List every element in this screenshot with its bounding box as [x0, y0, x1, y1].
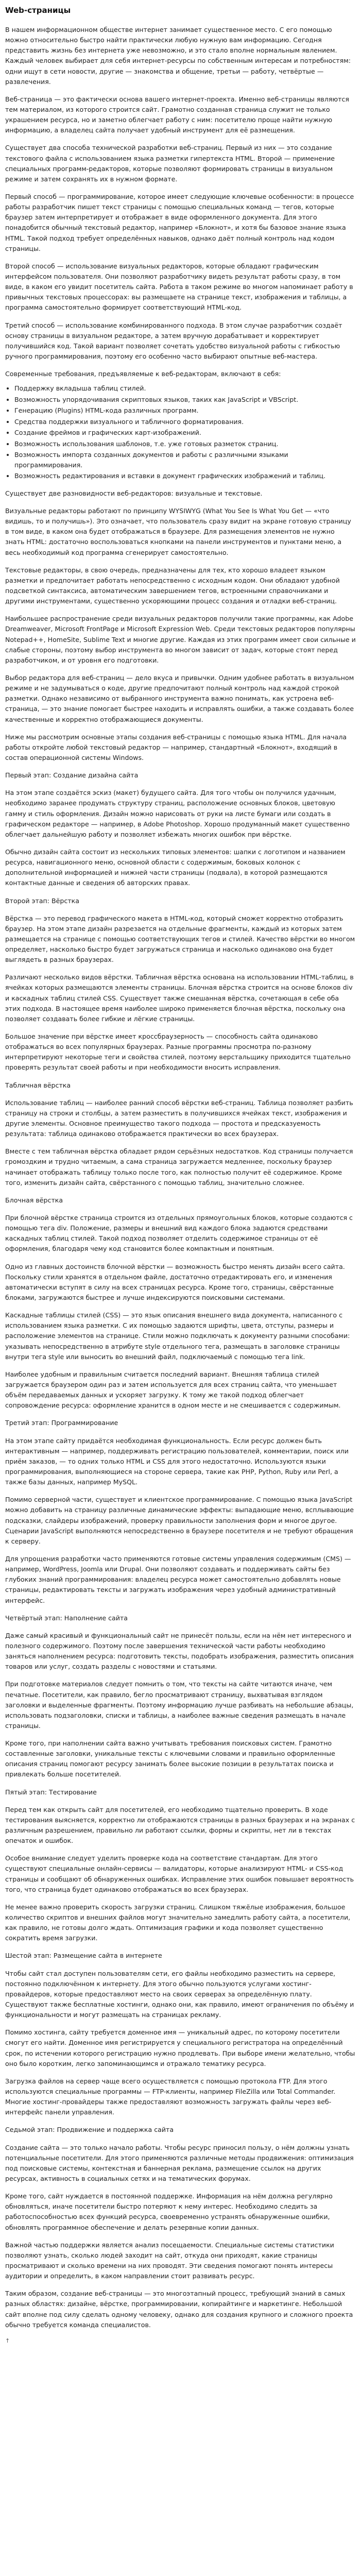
list-item: • Возможность редактирования и вставки в документ графических изображений и таблиц. — [14, 471, 356, 481]
paragraph: Ниже мы рассмотрим основные этапы создания веб-страницы с помощью языка HTML. Для начала работы откройте любой текстовый редактор — например, стандартный «Блокнот», входящий в состав операционной системы Windows. — [5, 733, 347, 761]
paragraph: Использование таблиц — наиболее ранний способ вёрстки веб-страниц. Таблица позволяет разбить страницу на строки и столбцы, а затем разместить в получившихся ячейках текст, изображения и другие элементы. Основное преимущество такого подхода — простота и предсказуемость результата: таблица одинаково отображается практически во всех браузерах. — [5, 1098, 353, 1138]
list-item: • Возможность упорядочивания скриптовых языков, таких как JavaScript и VBScript. — [14, 395, 356, 405]
paragraph: Различают несколько видов вёрстки. Табличная вёрстка основана на использовании HTML-таблиц, в ячейках которых размещаются элементы страницы. Блочная вёрстка строится на основе блоков div и каскадных таблиц стилей CSS. Существует также смешанная вёрстка, сочетающая в себе оба этих подхода. В настоящее время наиболее широко применяется блочная вёрстка, поскольку она позволяет создавать более гибкие и лёгкие страницы. — [5, 973, 354, 1023]
list-item: • Генерацию (Plugins) HTML-кода различных программ. — [14, 405, 356, 416]
paragraph: Шестой этап: Размещение сайта в интернете — [5, 1952, 162, 1960]
paragraph: Наибольшее распространение среди визуальных редакторов получили такие программы, как Adobe Dreamweaver, Microsoft FrontPage и Microsoft Expression Web. Среди текстовых редакторов популярны Notepad++, HomeSite, Sublime Text и многие другие. Каждая из этих программ имеет свои сильные и слабые стороны, поэтому выбор инструмента во многом зависит от задач, которые стоят перед разработчиком, и от уровня его подготовки. — [5, 615, 356, 664]
paragraph: Помимо хостинга, сайту требуется доменное имя — уникальный адрес, по которому посетители смогут его найти. Доменное имя регистрируется у специального регистратора на определённый срок, по истечении которого регистрацию нужно продлевать. При выборе имени желательно, чтобы оно было коротким, легко запоминающимся и отражало тематику ресурса. — [5, 2028, 355, 2067]
paragraph: Веб-страница — это фактически основа вашего интернет-проекта. Именно веб-страницы являются тем материалом, из которого строится сайт. Грамотно созданная страница служит не только украшением ресурса, но и заметно облегчает работу с ним: посетителю проще найти нужную информацию, а владелец сайта получает удобный инструмент для её размещения. — [5, 95, 349, 134]
paragraph: Кроме того, при наполнении сайта важно учитывать требования поисковых систем. Грамотно составленные заголовки, уникальные тексты с ключевыми словами и правильно оформленные описания страниц помогают ресурсу занимать более высокие позиции в результатах поиска и привлекать больше посетителей. — [5, 1739, 335, 1778]
paragraph: Табличная вёрстка — [5, 1081, 71, 1089]
paragraph: Важной частью поддержки является анализ посещаемости. Специальные системы статистики позволяют узнать, сколько людей заходит на сайт, откуда они приходят, какие страницы просматривают и сколько времени на них проводят. Эти сведения помогают понять интересы аудитории и определить, в каком направлении стоит развивать ресурс. — [5, 2241, 334, 2280]
back-to-top-link[interactable]: ↑ — [5, 2337, 10, 2344]
paragraph: Первый способ — программирование, которое имеет следующие ключевые особенности: в процессе работы разработчик пишет текст страницы с помощью специальных команд — тегов, которые браузер затем интерпретирует и отображает в виде оформленного документа. Для этого понадобится обычный текстовый редактор, например «Блокнот», и хотя бы базовое знание языка HTML. Такой подход требует определённых навыков, однако даёт полный контроль над кодом страницы. — [5, 192, 354, 252]
paragraph: Четвёртый этап: Наполнение сайта — [5, 1614, 128, 1622]
paragraph: Третий этап: Программирование — [5, 1419, 118, 1427]
article-body — [5, 25, 356, 2330]
paragraph: Кроме того, сайт нуждается в постоянной поддержке. Информация на нём должна регулярно обновляться, иначе посетители быстро потеряют к нему интерес. Необходимо следить за работоспособностью всех функций ресурса, своевременно устранять обнаруженные ошибки, обновлять программное обеспечение и делать резервные копии данных. — [5, 2192, 333, 2231]
paragraph: Загрузка файлов на сервер чаще всего осуществляется с помощью протокола FTP. Для этого используются специальные программы — FTP-клиенты, например FileZilla или Total Commander. Многие хостинг-провайдеры также предоставляют возможность загружать файлы через веб-интерфейс панели управления. — [5, 2077, 336, 2116]
paragraph: Обычно дизайн сайта состоит из нескольких типовых элементов: шапки с логотипом и названием ресурса, навигационного меню, основной области с содержимым, боковых колонок с дополнительной информацией и нижней части страницы (подвала), в которой размещаются контактные данные и сведения об авторских правах. — [5, 848, 346, 887]
paragraph: При подготовке материалов следует помнить о том, что тексты на сайте читаются иначе, чем печатные. Посетители, как правило, бегло просматривают страницу, выхватывая взглядом заголовки и выделенные фрагменты. Поэтому информацию лучше разбивать на небольшие абзацы, использовать подзаголовки, списки и таблицы, а наиболее важные сведения размещать в начале страницы. — [5, 1680, 354, 1730]
paragraph: На этом этапе создаётся эскиз (макет) будущего сайта. Для того чтобы он получился удачным, необходимо заранее продумать структуру страниц, расположение основных блоков, цветовую гамму и стиль оформления. Дизайн можно нарисовать от руки на листе бумаги или создать в графическом редакторе — например, в Adobe Photoshop. Хорошо продуманный макет существенно облегчает дальнейшую работу и позволяет избежать многих ошибок при вёрстке. — [5, 789, 350, 838]
paragraph: Каскадные таблицы стилей (CSS) — это язык описания внешнего вида документа, написанного с использованием языка разметки. С их помощью задаются шрифты, цвета, отступы, размеры и расположение элементов на странице. Стили можно подключать к документу разными способами: указывать непосредственно в атрибуте style отдельного тега, размещать в заголовке страницы внутри тега style или выносить во внешний файл, подключаемый с помощью тега link. — [5, 1311, 350, 1361]
paragraph: Таким образом, создание веб-страницы — это многоэтапный процесс, требующий знаний в самых разных областях: дизайне, вёрстке, программировании, копирайтинге и маркетинге. Небольшой сайт вполне под силу сделать одному человеку, однако для создания крупного и сложного проекта обычно требуется команда специалистов. — [5, 2290, 353, 2329]
paragraph: Особое внимание следует уделить проверке кода на соответствие стандартам. Для этого существуют специальные онлайн-сервисы — валидаторы, которые анализируют HTML- и CSS-код страницы и сообщают об обнаруженных ошибках. Исправление этих ошибок повышает вероятность того, что страница будет одинаково отображаться во всех браузерах. — [5, 1854, 354, 1893]
bullet-list — [5, 383, 356, 481]
paragraph: На этом этапе сайту придаётся необходимая функциональность. Если ресурс должен быть интерактивным — например, поддерживать регистрацию пользователей, комментарии, поиск или приём заказов, — то одних только HTML и CSS для этого недостаточно. Используются языки программирования, выполняющиеся на стороне сервера, такие как PHP, Python, Ruby или Perl, а также базы данных, например MySQL. — [5, 1436, 349, 1486]
paragraph: Одно из главных достоинств блочной вёрстки — возможность быстро менять дизайн всего сайта. Поскольку стили хранятся в отдельном файле, достаточно отредактировать его, и изменения автоматически вступят в силу на всех страницах ресурса. Кроме того, страницы, свёрстанные блоками, загружаются быстрее и лучше индексируются поисковыми системами. — [5, 1262, 345, 1301]
paragraph: Наиболее удобным и правильным считается последний вариант. Внешняя таблица стилей загружается браузером один раз и затем используется для всех страниц сайта, что уменьшает объём передаваемых данных и ускоряет загрузку. К тому же такой подход облегчает сопровождение ресурса: оформление хранится в одном месте и не смешивается с содержимым. — [5, 1370, 341, 1410]
paragraph: Первый этап: Создание дизайна сайта — [5, 771, 139, 779]
list-item: • Возможность импорта созданных документов и работы с различными языками программирования. — [14, 450, 356, 470]
page-title: Web-страницы — [5, 6, 71, 15]
paragraph: Седьмой этап: Продвижение и поддержка сайта — [5, 2126, 174, 2134]
paragraph: Визуальные редакторы работают по принципу WYSIWYG (What You See Is What You Get — «что видишь, то и получишь»). Это означает, что пользователь сразу видит на экране готовую страницу в том виде, в каком она будет отображаться в браузере. Для размещения элементов не нужно знать HTML: достаточно воспользоваться кнопками на панели инструментов и пунктами меню, а весь необходимый код программа сгенерирует самостоятельно. — [5, 507, 351, 556]
paragraph: Вёрстка — это перевод графического макета в HTML-код, который сможет корректно отобразить браузер. На этом этапе дизайн разрезается на отдельные фрагменты, каждый из которых затем размещается на странице с помощью соответствующих тегов и стилей. Качество вёрстки во многом определяет, насколько быстро будет загружаться страница и насколько одинаково она будет выглядеть в разных браузерах. — [5, 914, 355, 964]
paragraph: Пятый этап: Тестирование — [5, 1788, 97, 1796]
paragraph: Выбор редактора для веб-страниц — дело вкуса и привычки. Одним удобнее работать в визуальном режиме и не задумываться о коде, другие предпочитают полный контроль над каждой строкой разметки. Однако независимо от выбранного инструмента важно понимать, как устроена веб-страница, — это знание помогает быстрее находить и исправлять ошибки, а также создавать более качественные и корректно отображающиеся документы. — [5, 673, 354, 723]
paragraph: Не менее важно проверить скорость загрузки страниц. Слишком тяжёлые изображения, большое количество скриптов и внешних файлов могут значительно замедлить работу сайта, а посетители, как правило, не готовы долго ждать. Оптимизация графики и кода позволяет существенно сократить время загрузки. — [5, 1903, 351, 1942]
list-item: • Поддержку вкладыша таблиц стилей. — [14, 383, 356, 394]
paragraph: При блочной вёрстке страница строится из отдельных прямоугольных блоков, которые создаются с помощью тега div. Положение, размеры и внешний вид каждого блока задаются средствами каскадных таблиц стилей. Такой подход позволяет отделить содержимое страницы от её оформления, благодаря чему код становится более компактным и понятным. — [5, 1214, 353, 1253]
paragraph: Третий способ — использование комбинированного подхода. В этом случае разработчик создаёт основу страницы в визуальном редакторе, а затем вручную дорабатывает и корректирует получившийся код. Такой вариант позволяет сочетать удобство визуальной работы с гибкостью ручного программирования, поэтому его особенно часто выбирают опытные веб-мастера. — [5, 321, 342, 360]
paragraph: Существует два способа технической разработки веб-страниц. Первый из них — это создание текстового файла с использованием языка разметки гипертекста HTML. Второй — применение специальных программ-редакторов, которые позволяют формировать страницы в визуальном режиме и затем сохранять их в нужном формате. — [5, 144, 335, 183]
paragraph: Вместе с тем табличная вёрстка обладает рядом серьёзных недостатков. Код страницы получается громоздким и трудно читаемым, а сама страница загружается медленнее, поскольку браузер начинает отображать таблицу только после того, как полностью получит её содержимое. Кроме того, изменить дизайн сайта, свёрстанного с помощью таблиц, значительно сложнее. — [5, 1147, 353, 1187]
paragraph: Перед тем как открыть сайт для посетителей, его необходимо тщательно проверить. В ходе тестирования выясняется, корректно ли отображаются страницы в разных браузерах и на экранах с различным разрешением, правильно ли работают ссылки, формы и скрипты, нет ли в текстах опечаток и ошибок. — [5, 1805, 355, 1845]
paragraph: Большое значение при вёрстке имеет кроссбраузерность — способность сайта одинаково отображаться во всех популярных браузерах. Разные программы просмотра по-разному интерпретируют некоторые теги и свойства стилей, поэтому верстальщику приходится тщательно проверять результат своей работы и при необходимости вносить исправления. — [5, 1032, 351, 1072]
paragraph: Помимо серверной части, существует и клиентское программирование. С помощью языка JavaScript можно добавить на страницу различные динамические эффекты: выпадающие меню, всплывающие подсказки, слайдеры изображений, проверку правильности заполнения форм и многое другое. Сценарии JavaScript выполняются непосредственно в браузере посетителя и не требуют обращения к серверу. — [5, 1496, 354, 1545]
list-item: • Создание фреймов и графических карт-изображений. — [14, 428, 356, 438]
paragraph: Блочная вёрстка — [5, 1196, 63, 1204]
paragraph: Создание сайта — это только начало работы. Чтобы ресурс приносил пользу, о нём должны узнать потенциальные посетители. Для этого применяются различные методы продвижения: оптимизация под поисковые системы, контекстная и баннерная реклама, размещение ссылок на других ресурсах, активность в социальных сетях и на тематических форумах. — [5, 2143, 354, 2182]
list-item: • Средства поддержки визуального и табличного форматирования. — [14, 417, 356, 427]
paragraph: Даже самый красивый и функциональный сайт не принесёт пользы, если на нём нет интересного и полезного содержимого. Поэтому после завершения технической части работы необходимо заняться наполнением ресурса: подготовить тексты, подобрать изображения, разместить описания товаров или услуг, создать разделы с новостями и статьями. — [5, 1631, 354, 1671]
paragraph: Текстовые редакторы, в свою очередь, предназначены для тех, кто хорошо владеет языком разметки и предпочитает работать непосредственно с исходным кодом. Они обладают удобной подсветкой синтаксиса, автоматическим завершением тегов, встроенными справочниками и другими инструментами, существенно ускоряющими процесс создания и отладки веб-страниц. — [5, 566, 340, 605]
paragraph: Современные требования, предъявляемые к веб-редакторам, включают в себя: — [5, 370, 281, 378]
paragraph: В нашем информационном обществе интернет занимает существенное место. С его помощью можно относительно быстро найти практически любую нужную вам информацию. Сегодня представить жизнь без интернета уже невозможно, и это стало вполне нормальным явлением. Каждый человек выбирает для себя интернет-ресурсы по собственным интересам и потребностям: одни ищут в сети новости, другие — знакомства и общение, третьи — работу, четвёртые — развлечения. — [5, 26, 351, 86]
paragraph: Второй этап: Вёрстка — [5, 896, 79, 905]
paragraph: Второй способ — использование визуальных редакторов, которые обладают графическим интерфейсом пользователя. Они позволяют разработчику видеть результат работы сразу, в том виде, в каком его увидит посетитель сайта. Работа в таком режиме во многом напоминает работу в привычных текстовых процессорах: вы размещаете на странице текст, изображения и таблицы, а программа самостоятельно формирует соответствующий HTML-код. — [5, 262, 353, 312]
paragraph: Чтобы сайт стал доступен пользователям сети, его файлы необходимо разместить на сервере, постоянно подключённом к интернету. Для этого обычно пользуются услугами хостинг-провайдеров, которые предоставляют место на своих серверах за определённую плату. Существуют также бесплатные хостинги, однако они, как правило, имеют ограничения по объёму и функциональности и могут размещать на страницах рекламу. — [5, 1969, 354, 2019]
list-item: • Возможность использования шаблонов, т.е. уже готовых разметок страниц. — [14, 439, 356, 449]
paragraph: Существует две разновидности веб-редакторов: визуальные и текстовые. — [5, 489, 263, 497]
paragraph: Для упрощения разработки часто применяются готовые системы управления содержимым (CMS) — например, WordPress, Joomla или Drupal. Они позволяют создавать и поддерживать сайты без глубоких знаний программирования: владелец ресурса может самостоятельно добавлять новые страницы, редактировать тексты и загружать изображения через удобный административный интерфейс. — [5, 1554, 351, 1604]
